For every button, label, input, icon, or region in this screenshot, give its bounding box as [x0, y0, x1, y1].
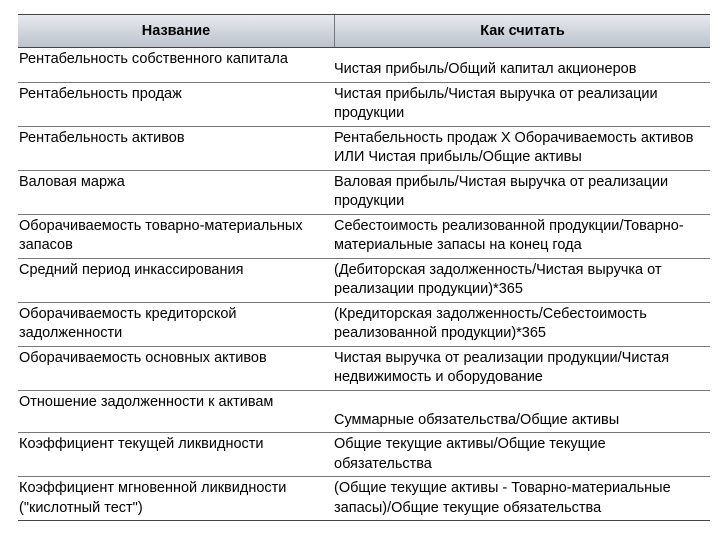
row-formula: (Общие текущие активы - Товарно-материальные запасы)/Общие текущие обязательства: [334, 480, 671, 516]
row-formula: Себестоимость реализованной продукции/Товарно-материальные запасы на конец года: [334, 217, 684, 253]
table-row: [18, 171, 710, 215]
row-name: Коэффициент мгновенной ликвидности ("кислотный тест"): [19, 480, 287, 516]
table-row: [18, 303, 710, 347]
row-formula: Суммарные обязательства/Общие активы: [334, 411, 620, 428]
header-name: Название: [18, 15, 335, 47]
table-row: [18, 215, 710, 259]
table-row: [18, 83, 710, 127]
row-name: Оборачиваемость основных активов: [19, 349, 267, 366]
table-row: [18, 127, 710, 171]
row-name: Рентабельность продаж: [19, 85, 182, 102]
table-row: [18, 391, 710, 434]
row-name: Рентабельность собственного капитала: [19, 51, 288, 67]
row-name: Коэффициент текущей ликвидности: [19, 436, 264, 452]
table-row: [18, 347, 710, 391]
row-formula: Рентабельность продаж Х Оборачиваемость активов ИЛИ Чистая прибыль/Общие активы: [334, 129, 694, 165]
row-name: Оборачиваемость товарно-материальных запасов: [19, 217, 303, 253]
table-row: [18, 259, 710, 303]
row-name: Валовая маржа: [19, 173, 125, 190]
table-header: [18, 15, 710, 48]
row-name: Средний период инкассирования: [19, 261, 244, 278]
header-formula: Как считать: [480, 23, 565, 39]
table-row: [18, 477, 710, 520]
row-formula: Валовая прибыль/Чистая выручка от реализации продукции: [334, 173, 669, 209]
row-formula: Общие текущие активы/Общие текущие обязательства: [334, 436, 606, 472]
table-row: [18, 433, 710, 477]
row-name: Отношение задолженности к активам: [19, 393, 274, 410]
row-formula: Чистая прибыль/Общий капитал акционеров: [334, 61, 637, 77]
row-formula: Чистая выручка от реализации продукции/Чистая недвижимость и оборудование: [334, 349, 670, 385]
row-formula: (Дебиторская задолженность/Чистая выручка от реализации продукции)*365: [334, 261, 662, 297]
ratios-table: [18, 14, 710, 521]
row-formula: (Кредиторская задолженность/Себестоимость реализованной продукции)*365: [334, 305, 647, 341]
row-name: Оборачиваемость кредиторской задолженности: [19, 305, 237, 341]
row-name: Рентабельность активов: [19, 129, 185, 146]
table-row: [18, 48, 710, 83]
row-formula: Чистая прибыль/Чистая выручка от реализации продукции: [334, 85, 658, 121]
